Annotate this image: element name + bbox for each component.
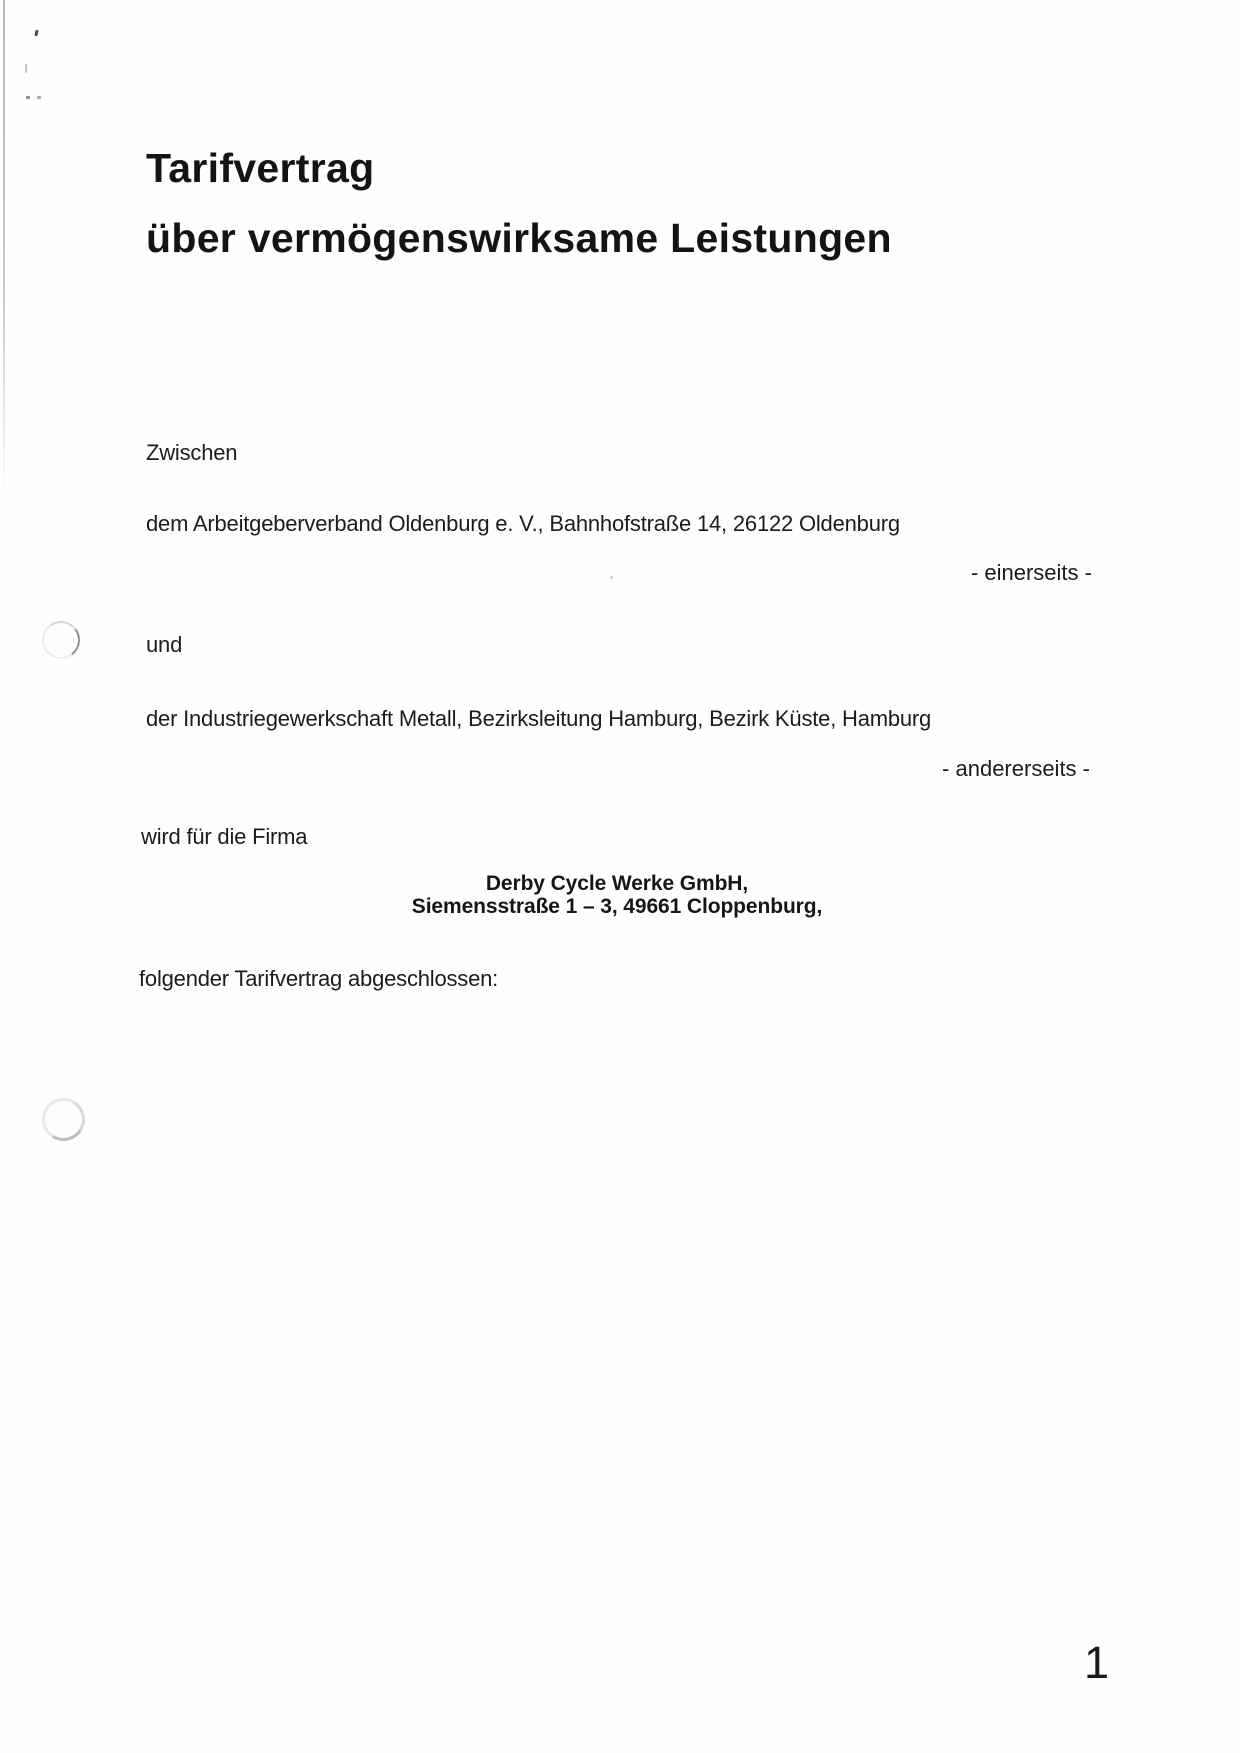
page-number: 1 bbox=[1084, 1637, 1110, 1688]
firm-address: Siemensstraße 1 – 3, 49661 Cloppenburg, bbox=[411, 895, 823, 918]
closing-line: folgender Tarifvertrag abgeschlossen: bbox=[139, 966, 499, 991]
scan-edge-line bbox=[3, 0, 5, 500]
hole-punch-ring-bottom bbox=[38, 1094, 89, 1145]
scan-speck bbox=[37, 96, 41, 99]
hole-punch-ring-top bbox=[40, 619, 83, 662]
between-label: Zwischen bbox=[146, 440, 238, 465]
party2-line: der Industriegewerkschaft Metall, Bezirksleitung Hamburg, Bezirk Küste, Hamburg bbox=[146, 706, 932, 731]
party1-line: dem Arbeitgeberverband Oldenburg e. V., Bahnhofstraße 14, 26122 Oldenburg bbox=[146, 511, 900, 536]
scan-speck bbox=[26, 96, 30, 99]
firm-block bbox=[0, 872, 1234, 918]
party2-side-note: - andererseits - bbox=[942, 756, 1090, 781]
scan-speck bbox=[25, 64, 27, 73]
firm-intro-line: wird für die Firma bbox=[141, 824, 308, 849]
scan-speck bbox=[34, 30, 38, 37]
document-title-line2: über vermögenswirksame Leistungen bbox=[146, 215, 892, 261]
firm-name: Derby Cycle Werke GmbH, bbox=[485, 872, 749, 895]
scan-dot bbox=[610, 576, 613, 579]
conjunction-und: und bbox=[146, 632, 183, 657]
party1-side-note: - einerseits - bbox=[970, 560, 1092, 585]
document-title-line1: Tarifvertrag bbox=[146, 145, 375, 191]
